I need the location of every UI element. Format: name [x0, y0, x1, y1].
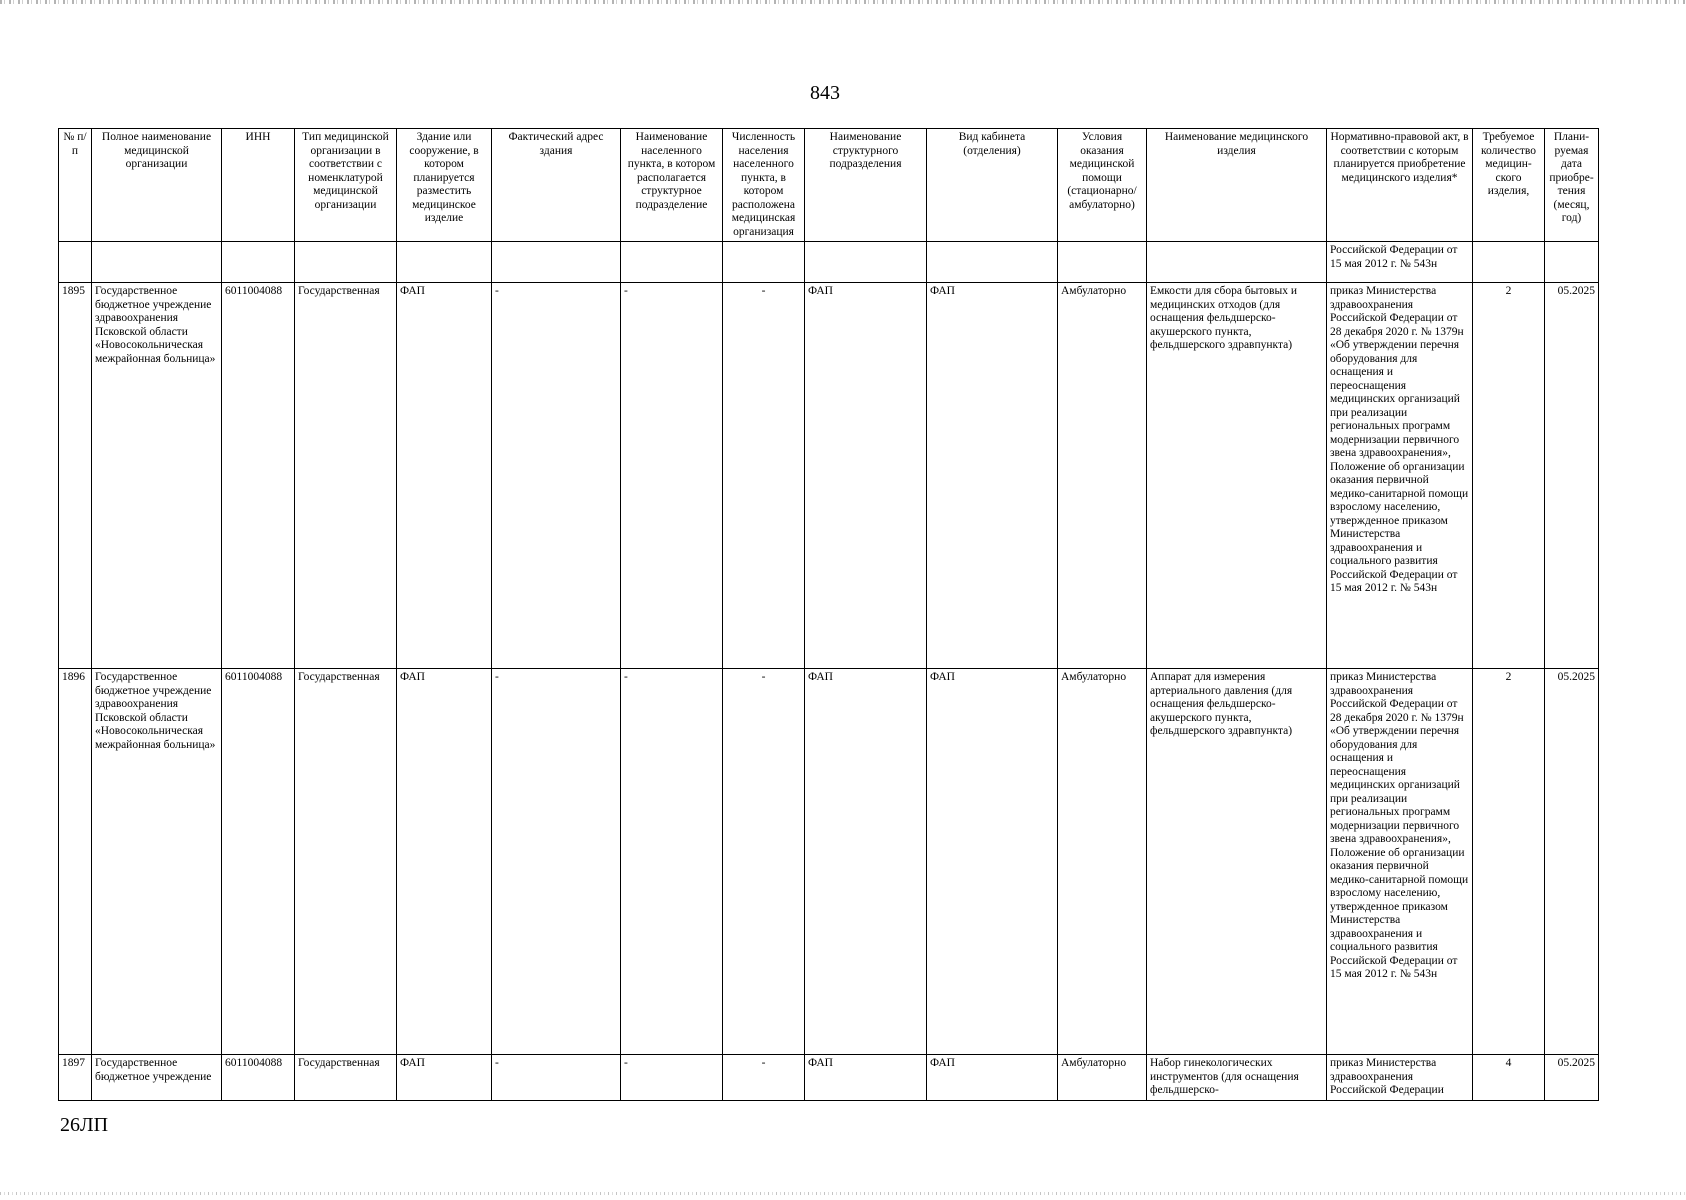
cell-unit: ФАП	[805, 283, 927, 669]
cell-unit: ФАП	[805, 669, 927, 1055]
cell-locality: -	[621, 669, 723, 1055]
cell-unit: ФАП	[805, 1055, 927, 1101]
scan-edge-bottom	[0, 1192, 1686, 1195]
header-act: Нормативно-правовой акт, в соответствии с которым планируется приобретение медицинского изделия*	[1327, 129, 1473, 242]
cell-inn: 6011004088	[222, 669, 295, 1055]
cell-locality: -	[621, 1055, 723, 1101]
header-building: Здание или сооружение, в котором планируется разместить медицинское изделие	[397, 129, 492, 242]
cell-population: -	[723, 1055, 805, 1101]
cell-population: -	[723, 283, 805, 669]
scan-edge-top	[0, 0, 1686, 4]
header-cabinet: Вид кабинета (отделения)	[927, 129, 1058, 242]
cell-conditions: Амбулаторно	[1058, 669, 1147, 1055]
header-date: Плани-руемая дата приобре-тения (месяц, год)	[1545, 129, 1599, 242]
cell-type: Государственная	[295, 283, 397, 669]
header-unit: Наименование структурного подразделения	[805, 129, 927, 242]
cell-num: 1897	[59, 1055, 92, 1101]
cell-locality: -	[621, 283, 723, 669]
cell-act: приказ Министерства здравоохранения Российской Федерации	[1327, 1055, 1473, 1101]
cell-cabinet: ФАП	[927, 669, 1058, 1055]
footer-code: 26ЛП	[60, 1114, 109, 1136]
table-row	[59, 1055, 1599, 1101]
cell-date: 05.2025	[1545, 283, 1599, 669]
cell-org: Государственное бюджетное учреждение здравоохранения Псковской области «Новосокольническая межрайонная больница»	[92, 283, 222, 669]
cell-device: Набор гинекологических инструментов (для оснащения фельдшерско-	[1147, 1055, 1327, 1101]
cell-address: -	[492, 283, 621, 669]
cell-qty: 2	[1473, 283, 1545, 669]
continuation-row	[59, 242, 1599, 283]
cell-inn: 6011004088	[222, 283, 295, 669]
cell-population: -	[723, 669, 805, 1055]
cell-device: Аппарат для измерения артериального давления (для оснащения фельдшерско-акушерского пункта, фельдшерского здравпункта)	[1147, 669, 1327, 1055]
cell-address: -	[492, 669, 621, 1055]
table-row	[59, 669, 1599, 1055]
cell-qty: 4	[1473, 1055, 1545, 1101]
cell-org: Государственное бюджетное учреждение	[92, 1055, 222, 1101]
cell-type: Государственная	[295, 669, 397, 1055]
cell-type: Государственная	[295, 1055, 397, 1101]
cell-device: Емкости для сбора бытовых и медицинских отходов (для оснащения фельдшерско-акушерского пункта, фельдшерского здравпункта)	[1147, 283, 1327, 669]
cell-qty: 2	[1473, 669, 1545, 1055]
header-qty: Требуемое количество медицин-ского изделия,	[1473, 129, 1545, 242]
table-row	[59, 283, 1599, 669]
cell-date: 05.2025	[1545, 669, 1599, 1055]
cell-cabinet: ФАП	[927, 283, 1058, 669]
cell-building: ФАП	[397, 283, 492, 669]
cell-inn: 6011004088	[222, 1055, 295, 1101]
cell-act: приказ Министерства здравоохранения Российской Федерации от 28 декабря 2020 г. № 1379н «Об утверждении перечня оборудования для оснащения и переоснащения медицинских организаций при реализации региональных программ модернизации первичного звена здравоохранения», Положение об организации оказания первичной медико-санитарной помощи взрослому населению, утвержденное приказом Министерства здравоохранения и социального развития Российской Федерации от 15 мая 2012 г. № 543н	[1327, 283, 1473, 669]
header-type: Тип медицинской организации в соответствии с номенклатурой медицинской организации	[295, 129, 397, 242]
cell-address: -	[492, 1055, 621, 1101]
header-address: Фактический адрес здания	[492, 129, 621, 242]
header-org: Полное наименование медицинской организации	[92, 129, 222, 242]
header-device: Наименование медицинского изделия	[1147, 129, 1327, 242]
cell-num: 1895	[59, 283, 92, 669]
cell-building: ФАП	[397, 669, 492, 1055]
table-header-row	[59, 129, 1599, 242]
header-conditions: Условия оказания медицинской помощи (стационарно/ амбулаторно)	[1058, 129, 1147, 242]
cell-date: 05.2025	[1545, 1055, 1599, 1101]
page-number: 843	[810, 82, 840, 104]
cell-cabinet: ФАП	[927, 1055, 1058, 1101]
cell-conditions: Амбулаторно	[1058, 1055, 1147, 1101]
cell-act: приказ Министерства здравоохранения Российской Федерации от 28 декабря 2020 г. № 1379н «Об утверждении перечня оборудования для оснащения и переоснащения медицинских организаций при реализации региональных программ модернизации первичного звена здравоохранения», Положение об организации оказания первичной медико-санитарной помощи взрослому населению, утвержденное приказом Министерства здравоохранения и социального развития Российской Федерации от 15 мая 2012 г. № 543н	[1327, 669, 1473, 1055]
cell-org: Государственное бюджетное учреждение здравоохранения Псковской области «Новосокольническая межрайонная больница»	[92, 669, 222, 1055]
continuation-act: Российской Федерации от 15 мая 2012 г. № 543н	[1327, 242, 1473, 283]
header-num: № п/п	[59, 129, 92, 242]
header-population: Численность населения населенного пункта, в котором расположена медицинская организация	[723, 129, 805, 242]
cell-conditions: Амбулаторно	[1058, 283, 1147, 669]
cell-num: 1896	[59, 669, 92, 1055]
cell-building: ФАП	[397, 1055, 492, 1101]
equipment-table	[58, 128, 1599, 1101]
header-inn: ИНН	[222, 129, 295, 242]
header-locality: Наименование населенного пункта, в котором располагается структурное подразделение	[621, 129, 723, 242]
